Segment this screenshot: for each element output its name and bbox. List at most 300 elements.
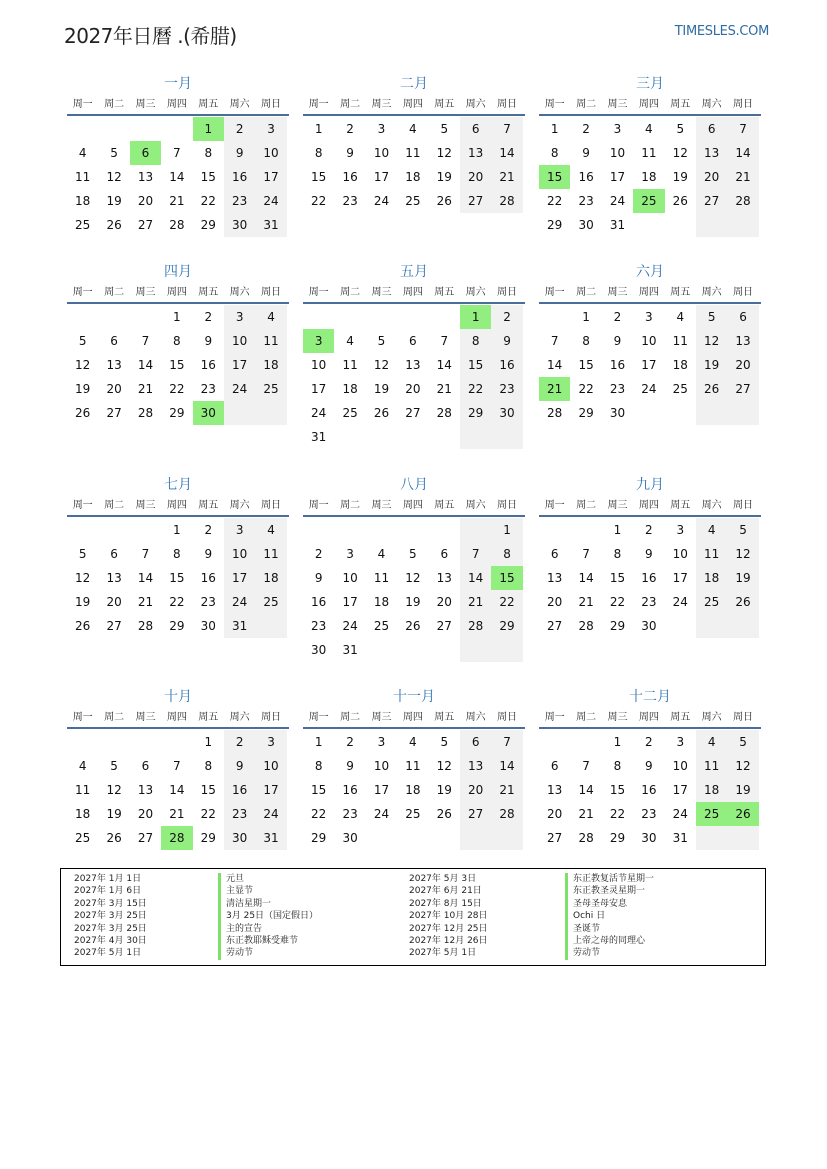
- day-cell[interactable]: 19: [75, 595, 91, 609]
- day-cell[interactable]: 7: [460, 542, 491, 566]
- day-cell[interactable]: 14: [436, 358, 452, 372]
- day-cell[interactable]: 9: [204, 547, 213, 561]
- day-cell[interactable]: 13: [547, 571, 563, 585]
- day-cell[interactable]: 7: [550, 334, 559, 348]
- day-cell[interactable]: 7: [173, 146, 181, 160]
- day-cell[interactable]: 23: [224, 802, 255, 826]
- day-cell[interactable]: 11: [641, 146, 657, 160]
- day-cell[interactable]: 21: [539, 377, 570, 401]
- day-cell[interactable]: 18: [255, 353, 286, 377]
- day-cell[interactable]: 8: [582, 334, 590, 348]
- day-cell[interactable]: 10: [672, 547, 688, 561]
- day-cell[interactable]: 25: [405, 194, 421, 208]
- day-cell[interactable]: 12: [696, 329, 727, 353]
- site-link[interactable]: TIMESLES.COM: [674, 24, 769, 39]
- day-cell[interactable]: 16: [311, 595, 327, 609]
- day-cell[interactable]: 8: [173, 334, 181, 348]
- day-cell[interactable]: 4: [676, 310, 685, 324]
- day-cell[interactable]: 13: [547, 783, 563, 797]
- day-cell[interactable]: 1: [173, 310, 181, 324]
- day-cell[interactable]: 30: [311, 643, 327, 657]
- day-cell[interactable]: 10: [224, 542, 255, 566]
- day-cell[interactable]: 22: [578, 382, 594, 396]
- day-cell[interactable]: 29: [200, 831, 216, 845]
- day-cell[interactable]: 13: [106, 358, 122, 372]
- day-cell[interactable]: 22: [609, 595, 626, 609]
- day-cell[interactable]: 31: [255, 213, 286, 237]
- day-cell[interactable]: 19: [405, 595, 421, 609]
- day-cell[interactable]: 19: [75, 382, 91, 396]
- day-cell[interactable]: 2: [346, 735, 354, 749]
- day-cell[interactable]: 22: [169, 595, 185, 609]
- day-cell[interactable]: 8: [314, 146, 323, 160]
- day-cell[interactable]: 21: [578, 807, 594, 821]
- day-cell[interactable]: 25: [342, 406, 358, 420]
- day-cell[interactable]: 9: [346, 146, 354, 160]
- day-cell[interactable]: 15: [200, 783, 216, 797]
- day-cell[interactable]: 17: [255, 165, 286, 189]
- day-cell[interactable]: 19: [727, 566, 758, 590]
- day-cell[interactable]: 29: [200, 218, 216, 232]
- day-cell[interactable]: 22: [311, 194, 327, 208]
- day-cell[interactable]: 12: [75, 358, 91, 372]
- day-cell[interactable]: 29: [169, 619, 185, 633]
- day-cell[interactable]: 24: [609, 194, 626, 208]
- day-cell[interactable]: 25: [405, 807, 421, 821]
- day-cell[interactable]: 26: [672, 194, 688, 208]
- day-cell[interactable]: 9: [582, 146, 590, 160]
- day-cell[interactable]: 27: [106, 619, 122, 633]
- day-cell[interactable]: 30: [342, 831, 358, 845]
- day-cell[interactable]: 4: [409, 735, 417, 749]
- day-cell[interactable]: 2: [491, 305, 522, 329]
- day-cell[interactable]: 11: [75, 170, 91, 184]
- day-cell[interactable]: 14: [137, 358, 154, 372]
- day-cell[interactable]: 23: [200, 595, 216, 609]
- day-cell[interactable]: 2: [224, 117, 255, 141]
- day-cell[interactable]: 24: [311, 406, 327, 420]
- day-cell[interactable]: 22: [169, 382, 185, 396]
- day-cell[interactable]: 26: [405, 619, 421, 633]
- day-cell[interactable]: 5: [409, 547, 417, 561]
- day-cell[interactable]: 26: [436, 194, 452, 208]
- day-cell[interactable]: 16: [200, 358, 216, 372]
- day-cell[interactable]: 15: [578, 358, 594, 372]
- day-cell[interactable]: 15: [460, 353, 491, 377]
- day-cell[interactable]: 7: [141, 334, 150, 348]
- day-cell[interactable]: 8: [613, 547, 622, 561]
- day-cell[interactable]: 27: [436, 619, 452, 633]
- day-cell[interactable]: 12: [75, 571, 91, 585]
- day-cell[interactable]: 3: [613, 122, 622, 136]
- day-cell[interactable]: 3: [255, 117, 286, 141]
- day-cell[interactable]: 16: [641, 783, 657, 797]
- day-cell[interactable]: 30: [641, 831, 657, 845]
- day-cell[interactable]: 25: [633, 189, 664, 213]
- day-cell[interactable]: 1: [314, 122, 323, 136]
- day-cell[interactable]: 15: [539, 165, 570, 189]
- day-cell[interactable]: 13: [727, 329, 758, 353]
- day-cell[interactable]: 1: [314, 735, 323, 749]
- day-cell[interactable]: 6: [440, 547, 449, 561]
- day-cell[interactable]: 4: [409, 122, 417, 136]
- day-cell[interactable]: 13: [106, 571, 122, 585]
- day-cell[interactable]: 11: [255, 542, 286, 566]
- day-cell[interactable]: 29: [609, 619, 626, 633]
- day-cell[interactable]: 27: [460, 802, 491, 826]
- day-cell[interactable]: 29: [169, 406, 185, 420]
- day-cell[interactable]: 1: [613, 735, 622, 749]
- day-cell[interactable]: 5: [440, 122, 449, 136]
- day-cell[interactable]: 19: [436, 783, 452, 797]
- day-cell[interactable]: 28: [578, 619, 594, 633]
- day-cell[interactable]: 9: [645, 759, 653, 773]
- day-cell[interactable]: 2: [346, 122, 354, 136]
- day-cell[interactable]: 30: [578, 218, 594, 232]
- day-cell[interactable]: 27: [106, 406, 122, 420]
- day-cell[interactable]: 23: [311, 619, 327, 633]
- day-cell[interactable]: 23: [200, 382, 216, 396]
- day-cell[interactable]: 31: [672, 831, 688, 845]
- day-cell[interactable]: 13: [696, 141, 727, 165]
- day-cell[interactable]: 3: [303, 329, 334, 353]
- day-cell[interactable]: 8: [204, 759, 213, 773]
- day-cell[interactable]: 30: [224, 213, 255, 237]
- day-cell[interactable]: 4: [78, 146, 87, 160]
- day-cell[interactable]: 22: [311, 807, 327, 821]
- day-cell[interactable]: 4: [255, 518, 286, 542]
- day-cell[interactable]: 17: [373, 170, 390, 184]
- day-cell[interactable]: 11: [696, 542, 727, 566]
- day-cell[interactable]: 20: [106, 595, 122, 609]
- day-cell[interactable]: 27: [405, 406, 421, 420]
- day-cell[interactable]: 16: [224, 778, 255, 802]
- day-cell[interactable]: 12: [106, 783, 122, 797]
- day-cell[interactable]: 3: [676, 735, 685, 749]
- day-cell[interactable]: 14: [491, 141, 522, 165]
- day-cell[interactable]: 16: [224, 165, 255, 189]
- day-cell[interactable]: 5: [440, 735, 449, 749]
- day-cell[interactable]: 26: [436, 807, 452, 821]
- day-cell[interactable]: 1: [582, 310, 590, 324]
- day-cell[interactable]: 8: [314, 759, 323, 773]
- day-cell[interactable]: 15: [169, 571, 185, 585]
- day-cell[interactable]: 25: [373, 619, 390, 633]
- day-cell[interactable]: 31: [255, 826, 286, 850]
- day-cell[interactable]: 6: [550, 759, 559, 773]
- day-cell[interactable]: 24: [224, 377, 255, 401]
- day-cell[interactable]: 27: [547, 831, 563, 845]
- day-cell[interactable]: 4: [696, 518, 727, 542]
- day-cell[interactable]: 3: [645, 310, 653, 324]
- day-cell[interactable]: 5: [110, 759, 118, 773]
- day-cell[interactable]: 28: [137, 406, 154, 420]
- day-cell[interactable]: 23: [578, 194, 594, 208]
- day-cell[interactable]: 14: [460, 566, 491, 590]
- day-cell[interactable]: 30: [641, 619, 657, 633]
- day-cell[interactable]: 27: [696, 189, 727, 213]
- day-cell[interactable]: 18: [696, 566, 727, 590]
- day-cell[interactable]: 1: [550, 122, 559, 136]
- day-cell[interactable]: 11: [696, 754, 727, 778]
- day-cell[interactable]: 6: [409, 334, 417, 348]
- day-cell[interactable]: 10: [255, 141, 286, 165]
- day-cell[interactable]: 12: [436, 146, 452, 160]
- day-cell[interactable]: 2: [645, 523, 653, 537]
- day-cell[interactable]: 15: [200, 170, 216, 184]
- day-cell[interactable]: 23: [224, 189, 255, 213]
- day-cell[interactable]: 29: [578, 406, 594, 420]
- day-cell[interactable]: 23: [342, 807, 358, 821]
- day-cell[interactable]: 20: [696, 165, 727, 189]
- day-cell[interactable]: 25: [696, 590, 727, 614]
- day-cell[interactable]: 10: [373, 759, 390, 773]
- day-cell[interactable]: 14: [578, 571, 594, 585]
- day-cell[interactable]: 27: [727, 377, 758, 401]
- day-cell[interactable]: 7: [440, 334, 449, 348]
- day-cell[interactable]: 21: [137, 595, 154, 609]
- day-cell[interactable]: 8: [613, 759, 622, 773]
- day-cell[interactable]: 26: [75, 406, 91, 420]
- day-cell[interactable]: 16: [200, 571, 216, 585]
- day-cell[interactable]: 22: [460, 377, 491, 401]
- day-cell[interactable]: 21: [491, 165, 522, 189]
- day-cell[interactable]: 7: [491, 730, 522, 754]
- day-cell[interactable]: 28: [169, 218, 185, 232]
- day-cell[interactable]: 1: [613, 523, 622, 537]
- day-cell[interactable]: 6: [727, 305, 758, 329]
- day-cell[interactable]: 7: [727, 117, 758, 141]
- day-cell[interactable]: 20: [436, 595, 452, 609]
- day-cell[interactable]: 17: [641, 358, 657, 372]
- day-cell[interactable]: 12: [106, 170, 122, 184]
- day-cell[interactable]: 27: [547, 619, 563, 633]
- day-cell[interactable]: 4: [377, 547, 386, 561]
- day-cell[interactable]: 12: [436, 759, 452, 773]
- day-cell[interactable]: 21: [578, 595, 594, 609]
- day-cell[interactable]: 14: [169, 783, 185, 797]
- day-cell[interactable]: 21: [137, 382, 154, 396]
- day-cell[interactable]: 22: [200, 194, 216, 208]
- day-cell[interactable]: 3: [676, 523, 685, 537]
- day-cell[interactable]: 2: [314, 547, 323, 561]
- day-cell[interactable]: 20: [137, 194, 154, 208]
- day-cell[interactable]: 23: [491, 377, 522, 401]
- day-cell[interactable]: 12: [727, 754, 758, 778]
- day-cell[interactable]: 13: [405, 358, 421, 372]
- day-cell[interactable]: 24: [255, 802, 286, 826]
- day-cell[interactable]: 15: [609, 783, 626, 797]
- day-cell[interactable]: 25: [672, 382, 688, 396]
- day-cell[interactable]: 28: [491, 189, 522, 213]
- day-cell[interactable]: 21: [460, 590, 491, 614]
- day-cell[interactable]: 10: [641, 334, 657, 348]
- day-cell[interactable]: 31: [311, 430, 327, 444]
- day-cell[interactable]: 4: [78, 759, 87, 773]
- day-cell[interactable]: 26: [727, 590, 758, 614]
- day-cell[interactable]: 12: [727, 542, 758, 566]
- day-cell[interactable]: 1: [193, 117, 224, 141]
- day-cell[interactable]: 24: [641, 382, 657, 396]
- day-cell[interactable]: 5: [377, 334, 386, 348]
- day-cell[interactable]: 26: [373, 406, 390, 420]
- day-cell[interactable]: 21: [169, 807, 185, 821]
- day-cell[interactable]: 28: [547, 406, 563, 420]
- day-cell[interactable]: 22: [609, 807, 626, 821]
- day-cell[interactable]: 19: [727, 778, 758, 802]
- day-cell[interactable]: 25: [75, 218, 91, 232]
- day-cell[interactable]: 14: [169, 170, 185, 184]
- day-cell[interactable]: 23: [641, 807, 657, 821]
- day-cell[interactable]: 17: [672, 783, 688, 797]
- day-cell[interactable]: 8: [460, 329, 491, 353]
- day-cell[interactable]: 12: [405, 571, 421, 585]
- day-cell[interactable]: 24: [373, 194, 390, 208]
- day-cell[interactable]: 19: [373, 382, 390, 396]
- day-cell[interactable]: 30: [609, 406, 626, 420]
- day-cell[interactable]: 12: [373, 358, 390, 372]
- day-cell[interactable]: 28: [727, 189, 758, 213]
- day-cell[interactable]: 20: [460, 165, 491, 189]
- day-cell[interactable]: 17: [672, 571, 688, 585]
- day-cell[interactable]: 13: [460, 141, 491, 165]
- day-cell[interactable]: 20: [106, 382, 122, 396]
- day-cell[interactable]: 20: [727, 353, 758, 377]
- day-cell[interactable]: 15: [609, 571, 626, 585]
- day-cell[interactable]: 10: [342, 571, 358, 585]
- day-cell[interactable]: 9: [204, 334, 213, 348]
- day-cell[interactable]: 9: [224, 754, 255, 778]
- day-cell[interactable]: 28: [161, 826, 192, 850]
- day-cell[interactable]: 22: [491, 590, 522, 614]
- day-cell[interactable]: 11: [672, 334, 688, 348]
- day-cell[interactable]: 20: [547, 807, 563, 821]
- day-cell[interactable]: 18: [75, 807, 91, 821]
- day-cell[interactable]: 28: [436, 406, 452, 420]
- day-cell[interactable]: 29: [460, 401, 491, 425]
- day-cell[interactable]: 16: [578, 170, 594, 184]
- day-cell[interactable]: 17: [224, 566, 255, 590]
- day-cell[interactable]: 24: [224, 590, 255, 614]
- day-cell[interactable]: 27: [137, 831, 154, 845]
- day-cell[interactable]: 29: [609, 831, 626, 845]
- day-cell[interactable]: 25: [255, 590, 286, 614]
- day-cell[interactable]: 4: [696, 730, 727, 754]
- day-cell[interactable]: 18: [641, 170, 657, 184]
- day-cell[interactable]: 16: [342, 170, 358, 184]
- day-cell[interactable]: 3: [255, 730, 286, 754]
- day-cell[interactable]: 26: [106, 831, 122, 845]
- day-cell[interactable]: 25: [255, 377, 286, 401]
- day-cell[interactable]: 7: [582, 547, 590, 561]
- day-cell[interactable]: 23: [609, 382, 626, 396]
- day-cell[interactable]: 6: [110, 334, 118, 348]
- day-cell[interactable]: 6: [141, 759, 150, 773]
- day-cell[interactable]: 17: [342, 595, 358, 609]
- day-cell[interactable]: 6: [460, 117, 491, 141]
- day-cell[interactable]: 24: [672, 807, 688, 821]
- day-cell[interactable]: 31: [342, 643, 358, 657]
- day-cell[interactable]: 7: [491, 117, 522, 141]
- day-cell[interactable]: 19: [436, 170, 452, 184]
- day-cell[interactable]: 9: [491, 329, 522, 353]
- day-cell[interactable]: 21: [491, 778, 522, 802]
- day-cell[interactable]: 2: [613, 310, 622, 324]
- day-cell[interactable]: 2: [224, 730, 255, 754]
- day-cell[interactable]: 24: [255, 189, 286, 213]
- day-cell[interactable]: 3: [346, 547, 354, 561]
- day-cell[interactable]: 6: [110, 547, 118, 561]
- day-cell[interactable]: 15: [311, 783, 327, 797]
- day-cell[interactable]: 11: [405, 759, 421, 773]
- day-cell[interactable]: 5: [696, 305, 727, 329]
- day-cell[interactable]: 26: [696, 377, 727, 401]
- day-cell[interactable]: 28: [460, 614, 491, 638]
- day-cell[interactable]: 9: [645, 547, 653, 561]
- day-cell[interactable]: 24: [373, 807, 390, 821]
- day-cell[interactable]: 1: [204, 735, 213, 749]
- day-cell[interactable]: 11: [342, 358, 358, 372]
- day-cell[interactable]: 3: [377, 122, 386, 136]
- day-cell[interactable]: 22: [200, 807, 216, 821]
- day-cell[interactable]: 3: [377, 735, 386, 749]
- day-cell[interactable]: 17: [609, 170, 626, 184]
- day-cell[interactable]: 2: [204, 310, 213, 324]
- day-cell[interactable]: 9: [224, 141, 255, 165]
- day-cell[interactable]: 30: [224, 826, 255, 850]
- day-cell[interactable]: 17: [224, 353, 255, 377]
- day-cell[interactable]: 5: [110, 146, 118, 160]
- day-cell[interactable]: 24: [672, 595, 688, 609]
- day-cell[interactable]: 19: [672, 170, 688, 184]
- day-cell[interactable]: 16: [609, 358, 626, 372]
- day-cell[interactable]: 4: [645, 122, 653, 136]
- day-cell[interactable]: 26: [75, 619, 91, 633]
- day-cell[interactable]: 22: [547, 194, 563, 208]
- day-cell[interactable]: 3: [224, 305, 255, 329]
- day-cell[interactable]: 7: [141, 547, 150, 561]
- day-cell[interactable]: 31: [224, 614, 255, 638]
- day-cell[interactable]: 31: [609, 218, 626, 232]
- day-cell[interactable]: 25: [696, 802, 727, 826]
- day-cell[interactable]: 14: [578, 783, 594, 797]
- day-cell[interactable]: 11: [373, 571, 390, 585]
- day-cell[interactable]: 13: [137, 783, 154, 797]
- day-cell[interactable]: 13: [436, 571, 452, 585]
- day-cell[interactable]: 10: [672, 759, 688, 773]
- day-cell[interactable]: 6: [130, 141, 161, 165]
- day-cell[interactable]: 9: [613, 334, 622, 348]
- day-cell[interactable]: 25: [75, 831, 91, 845]
- day-cell[interactable]: 15: [169, 358, 185, 372]
- day-cell[interactable]: 16: [342, 783, 358, 797]
- day-cell[interactable]: 20: [547, 595, 563, 609]
- day-cell[interactable]: 5: [727, 730, 758, 754]
- day-cell[interactable]: 10: [311, 358, 327, 372]
- day-cell[interactable]: 15: [311, 170, 327, 184]
- day-cell[interactable]: 19: [696, 353, 727, 377]
- day-cell[interactable]: 18: [373, 595, 390, 609]
- day-cell[interactable]: 28: [137, 619, 154, 633]
- day-cell[interactable]: 5: [727, 518, 758, 542]
- day-cell[interactable]: 13: [460, 754, 491, 778]
- day-cell[interactable]: 13: [137, 170, 154, 184]
- day-cell[interactable]: 16: [491, 353, 522, 377]
- day-cell[interactable]: 18: [696, 778, 727, 802]
- day-cell[interactable]: 19: [106, 807, 122, 821]
- day-cell[interactable]: 5: [676, 122, 685, 136]
- day-cell[interactable]: 24: [342, 619, 358, 633]
